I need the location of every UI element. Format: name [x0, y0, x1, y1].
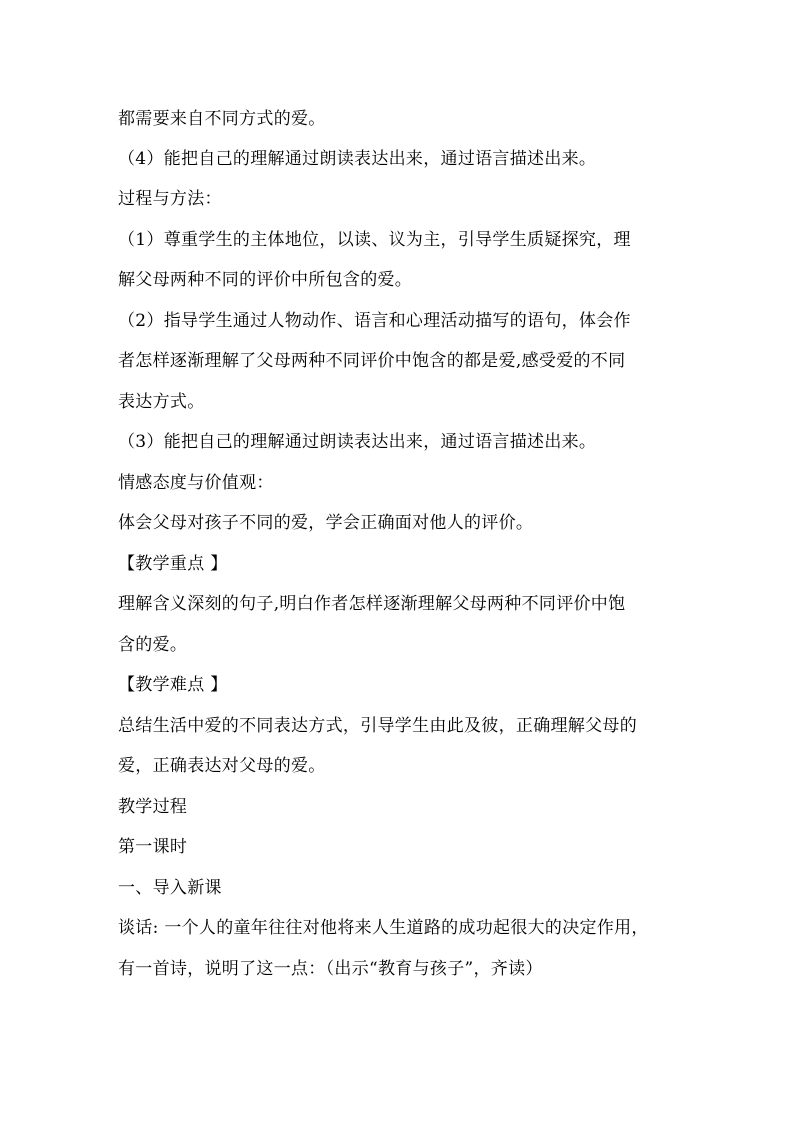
text-line-conversation-part-2: 有一首诗，说明了这一点：（出示“教育与孩子”，齐读） — [118, 959, 543, 979]
section-heading-teaching-difficulty: 【教学难点 】 — [118, 675, 228, 695]
section-heading-emotional-attitude-values: 情感态度与价值观： — [118, 473, 274, 493]
text-line-teaching-difficulty-part-1: 总结生活中爱的不同表达方式，引导学生由此及彼，正确理解父母的 — [118, 716, 637, 736]
text-line-method-2-part-1: （2）指导学生通过人物动作、语言和心理活动描写的语句，体会作 — [118, 311, 631, 331]
text-line-teaching-difficulty-part-2: 爱，正确表达对父母的爱。 — [118, 756, 326, 776]
text-line-method-3: （3）能把自己的理解通过朗读表达出来，通过语言描述出来。 — [118, 432, 597, 452]
section-heading-teaching-process: 教学过程 — [118, 797, 188, 817]
text-line-objective-4: （4）能把自己的理解通过朗读表达出来，通过语言描述出来。 — [118, 149, 597, 169]
text-line-conversation-part-1: 谈话: 一个人的童年往往对他将来人生道路的成功起很大的决定作用， — [118, 918, 649, 938]
text-line-love-from-different-ways: 都需要来自不同方式的爱。 — [118, 109, 326, 129]
text-line-method-1-part-2: 解父母两种不同的评价中所包含的爱。 — [118, 270, 413, 290]
text-line-method-2-part-3: 表达方式。 — [118, 392, 205, 412]
text-line-emotional-goal: 体会父母对孩子不同的爱，学会正确面对他人的评价。 — [118, 513, 534, 533]
text-line-teaching-focus-part-2: 含的爱。 — [118, 635, 188, 655]
text-line-method-1-part-1: （1）尊重学生的主体地位，以读、议为主，引导学生质疑探究，理 — [118, 230, 631, 250]
section-heading-first-lesson: 第一课时 — [118, 837, 188, 857]
text-line-method-2-part-2: 者怎样逐渐理解了父母两种不同评价中饱含的都是爱,感受爱的不同 — [118, 351, 626, 371]
section-heading-process-and-method: 过程与方法： — [118, 189, 222, 209]
text-line-teaching-focus-part-1: 理解含义深刻的句子,明白作者怎样逐渐理解父母两种不同评价中饱 — [118, 594, 626, 614]
section-heading-teaching-focus: 【教学重点 】 — [118, 554, 228, 574]
section-heading-introduce-new-lesson: 一、导入新课 — [118, 878, 222, 898]
